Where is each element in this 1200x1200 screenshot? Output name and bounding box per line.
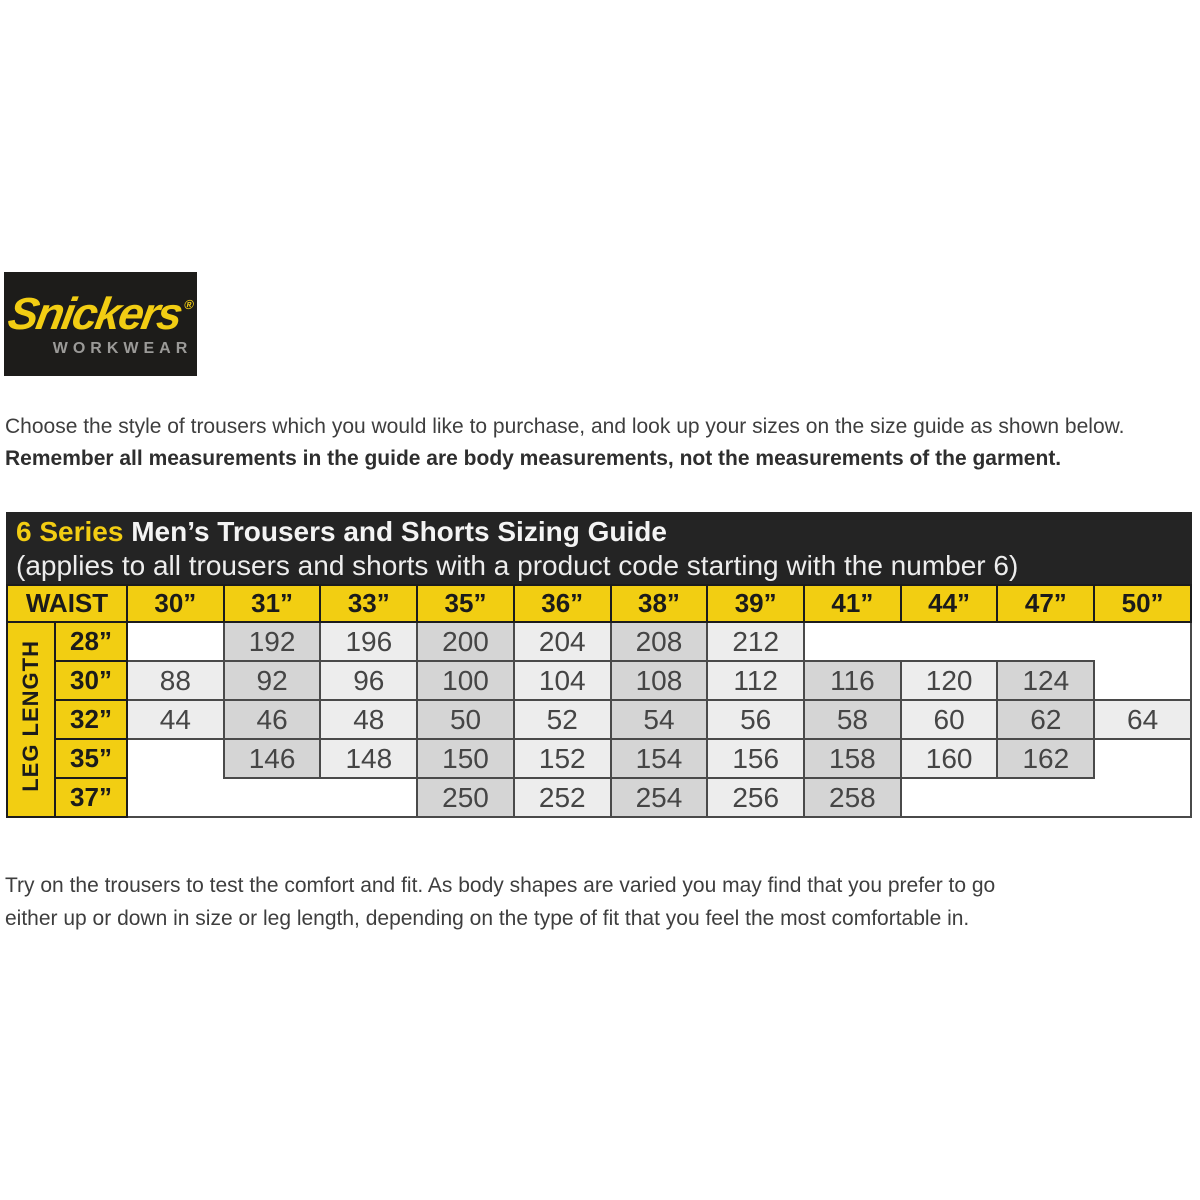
size-cell-r0-c8 [901,622,998,661]
waist-size-header-0: 30” [127,585,224,622]
size-cell-r2-c10: 64 [1094,700,1191,739]
size-cell-r1-c1: 92 [224,661,321,700]
guide-title [16,515,1182,549]
guide-title-rest: Men’s Trousers and Shorts Sizing Guide [123,516,667,547]
waist-label: WAIST [7,585,127,622]
size-cell-r3-c6: 156 [707,739,804,778]
size-cell-r4-c5: 254 [611,778,708,817]
size-cell-r1-c3: 100 [417,661,514,700]
size-table [6,584,1192,818]
registered-trademark-icon: ® [182,296,196,312]
size-cell-r2-c5: 54 [611,700,708,739]
size-cell-r3-c9: 162 [997,739,1094,778]
size-cell-r0-c10 [1094,622,1191,661]
size-cell-r4-c9 [997,778,1094,817]
footer-line-1: Try on the trousers to test the comfort and fit. As body shapes are varied you may find that you prefer to go [5,874,996,897]
size-cell-r2-c6: 56 [707,700,804,739]
size-cell-r3-c1: 146 [224,739,321,778]
leg-size-header-3: 35” [55,739,127,778]
waist-size-header-5: 38” [611,585,708,622]
size-cell-r2-c3: 50 [417,700,514,739]
waist-size-header-6: 39” [707,585,804,622]
size-cell-r3-c5: 154 [611,739,708,778]
waist-size-header-7: 41” [804,585,901,622]
size-cell-r3-c4: 152 [514,739,611,778]
size-cell-r0-c2: 196 [320,622,417,661]
size-cell-r2-c4: 52 [514,700,611,739]
size-cell-r1-c8: 120 [901,661,998,700]
size-cell-r2-c1: 46 [224,700,321,739]
size-cell-r1-c0: 88 [127,661,224,700]
sizing-guide [6,512,1192,818]
snickers-logo [4,272,197,376]
size-cell-r0-c3: 200 [417,622,514,661]
size-cell-r2-c9: 62 [997,700,1094,739]
size-cell-r0-c6: 212 [707,622,804,661]
size-cell-r0-c7 [804,622,901,661]
guide-subtitle: (applies to all trousers and shorts with a product code starting with the number 6) [16,550,1019,581]
size-cell-r4-c7: 258 [804,778,901,817]
size-cell-r1-c7: 116 [804,661,901,700]
size-cell-r4-c1 [224,778,321,817]
guide-series-highlight: 6 Series [16,516,124,547]
size-cell-r0-c0 [127,622,224,661]
waist-size-header-8: 44” [901,585,998,622]
size-cell-r4-c2 [320,778,417,817]
size-cell-r4-c0 [127,778,224,817]
size-cell-r4-c8 [901,778,998,817]
size-cell-r1-c10 [1094,661,1191,700]
size-cell-r3-c8: 160 [901,739,998,778]
leg-length-label [7,622,55,817]
size-cell-r4-c3: 250 [417,778,514,817]
leg-size-header-2: 32” [55,700,127,739]
size-cell-r2-c0: 44 [127,700,224,739]
logo-subbrand-text: WORKWEAR [52,339,193,357]
size-cell-r4-c6: 256 [707,778,804,817]
size-cell-r4-c4: 252 [514,778,611,817]
size-cell-r0-c4: 204 [514,622,611,661]
leg-size-header-0: 28” [55,622,127,661]
size-cell-r3-c0 [127,739,224,778]
waist-size-header-1: 31” [224,585,321,622]
size-cell-r0-c9 [997,622,1094,661]
guide-title-bar [6,512,1192,584]
size-cell-r1-c6: 112 [707,661,804,700]
waist-size-header-2: 33” [320,585,417,622]
size-cell-r1-c2: 96 [320,661,417,700]
logo-brand-text [4,287,196,339]
logo-wordmark: Snickers [4,287,186,339]
size-cell-r3-c3: 150 [417,739,514,778]
size-cell-r1-c9: 124 [997,661,1094,700]
size-cell-r3-c7: 158 [804,739,901,778]
waist-size-header-4: 36” [514,585,611,622]
waist-size-header-10: 50” [1094,585,1191,622]
size-cell-r2-c8: 60 [901,700,998,739]
leg-length-vertical-text: LEG LENGTH [18,640,43,792]
leg-size-header-4: 37” [55,778,127,817]
footer-text [5,869,995,935]
leg-size-header-1: 30” [55,661,127,700]
size-cell-r2-c2: 48 [320,700,417,739]
intro-bold-text: Remember all measurements in the guide are body measurements, not the measurements of the garment. [5,447,1062,470]
intro-text: Choose the style of trousers which you would like to purchase, and look up your sizes on the size guide as shown below. [5,415,1125,438]
size-cell-r4-c10 [1094,778,1191,817]
size-cell-r0-c5: 208 [611,622,708,661]
size-cell-r3-c10 [1094,739,1191,778]
size-cell-r2-c7: 58 [804,700,901,739]
size-cell-r1-c5: 108 [611,661,708,700]
waist-size-header-3: 35” [417,585,514,622]
size-cell-r0-c1: 192 [224,622,321,661]
size-cell-r1-c4: 104 [514,661,611,700]
footer-line-2: either up or down in size or leg length, depending on the type of fit that you feel the most comfortable in. [5,907,970,930]
size-cell-r3-c2: 148 [320,739,417,778]
waist-size-header-9: 47” [997,585,1094,622]
